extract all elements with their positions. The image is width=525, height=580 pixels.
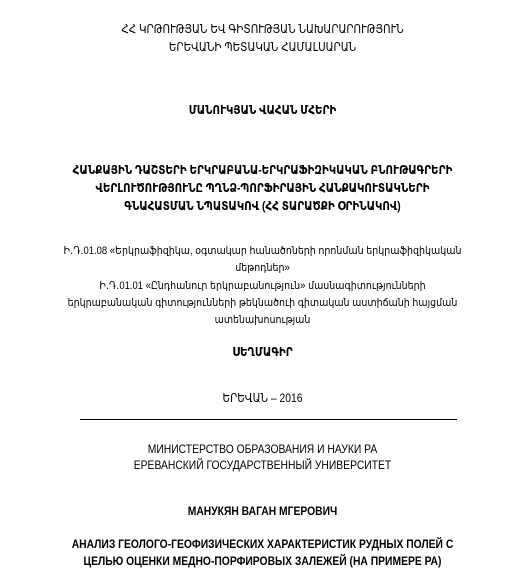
thesis-title-line-1-hy: ՀԱՆՔԱՅԻՆ ԴԱՇՏԵՐԻ ԵՐԿՐԱԲԱՆԱ-ԵՐԿՐԱՖԻԶԻԿԱԿԱՆ ԲՆՈՒԹԱԳՐԵՐԻ [72,163,453,177]
thesis-title-line-3-hy: ԳՆԱՀԱՏՄԱՆ ՆՊԱՏԱԿՈՎ (ՀՀ ՏԱՐԱԾՔԻ ՕՐԻՆԱԿՈՎ) [124,199,401,213]
ministry-line-1-hy: ՀՀ ԿՐԹՈՒԹՅԱՆ ԵՎ ԳԻՏՈՒԹՅԱՆ ՆԱԽԱՐԱՐՈՒԹՅՈՒՆ [121,22,404,36]
thesis-title-line-1-ru: АНАЛИЗ ГЕОЛОГО-ГЕОФИЗИЧЕСКИХ ХАРАКТЕРИСТИК РУДНЫХ ПОЛЕЙ С [71,537,454,551]
author-name-hy: ՄԱՆՈՒԿՅԱՆ ՎԱՀԱՆ ՄՀԵՐԻ [188,103,337,117]
ministry-line-2-ru: ЕРЕВАНСКИЙ ГОСУДАРСТВЕННЫЙ УНИВЕРСИТЕТ [133,458,392,472]
place-year-hy: ԵՐԵՎԱՆ – 2016 [222,391,303,405]
specialty-2-line-3: ատենախոսության [214,314,311,326]
specialty-1-line-2: մեթոդներ» [235,262,290,274]
section-divider [80,419,457,420]
author-name-ru: МАНУКЯН ВАГАН МГЕРОВИЧ [187,504,338,518]
document-type-hy: ՍԵՂՄԱԳԻՐ [232,345,293,359]
ministry-line-2-hy: ԵՐԵՎԱՆԻ ՊԵՏԱԿԱՆ ՀԱՄԱԼՍԱՐԱՆ [168,40,357,54]
specialty-2-line-2: երկրաբանական գիտությունների թեկնածուի գիտական աստիճանի հայցման [67,297,458,309]
ministry-line-1-ru: МИНИСТЕРСТВО ОБРАЗОВАНИЯ И НАУКИ РА [147,442,378,456]
thesis-title-line-2-ru: ЦЕЛЬЮ ОЦЕНКИ МЕДНО-ПОРФИРОВЫХ ЗАЛЕЖЕЙ (НА ПРИМЕРЕ РА) [83,554,442,568]
specialty-2-line-1: Ի․Դ․01.01 «Ընդհանուր երկրաբանություն» մասնագիտությունների [99,280,426,292]
thesis-title-line-2-hy: ՎԵՐԼՈՒԾՈՒԹՅՈՒՆԸ ՊՂՆՁ-ՊՈՐՖԻՐԱՅԻՆ ՀԱՆՔԱԿՈՒՏԱԿՆԵՐԻ [95,181,430,195]
specialty-1-line-1: Ի․Դ․01.08 «Երկրաֆիզիկա, օգտակար հանածոների որոնման երկրաֆիզիկական [63,245,462,257]
